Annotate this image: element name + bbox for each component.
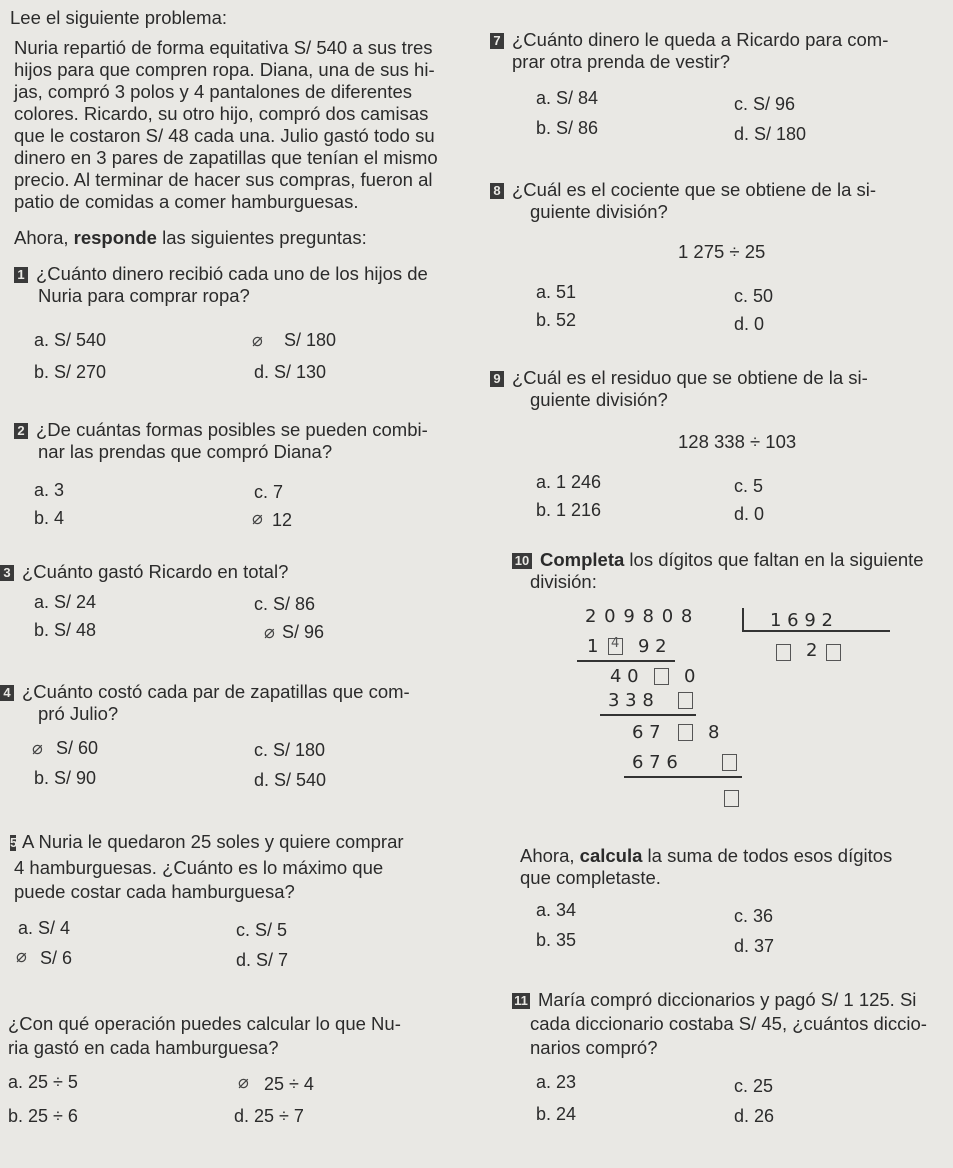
q4-check-mark: ⌀ [32, 738, 43, 758]
q10-followup-2: que completaste. [520, 867, 661, 888]
q4-option-c[interactable]: c. S/ 180 [254, 740, 326, 760]
q11-option-d[interactable]: d. 26 [734, 1106, 775, 1126]
q9-stem: 9 ¿Cuál es el residuo que se obtiene de la si- [490, 368, 868, 388]
q2-option-d[interactable]: 12 [272, 510, 293, 530]
q9-number: 9 [490, 371, 504, 387]
problem-line-1: Nuria repartió de forma equitativa S/ 540 a sus tres [14, 37, 433, 58]
q2-stem-2: nar las prendas que compró Diana? [38, 441, 333, 462]
q1-option-c[interactable]: S/ 180 [284, 330, 337, 350]
quotient-blank-1[interactable] [776, 644, 791, 661]
q8-option-a[interactable]: a. 51 [536, 282, 577, 302]
q8-option-b[interactable]: b. 52 [536, 310, 577, 330]
q5-stem: 5 A Nuria le quedaron 25 soles y quiere comprar [10, 831, 404, 852]
row3-digits: 3 3 8 [608, 690, 654, 711]
q7-stem-2: prar otra prenda de vestir? [512, 51, 731, 72]
q9-option-b[interactable]: b. 1 216 [536, 500, 602, 520]
q11-number: 11 [512, 993, 530, 1009]
q5-option-b[interactable]: S/ 6 [40, 948, 73, 968]
q5-option-a[interactable]: a. S/ 4 [18, 918, 71, 938]
quotient-blank-2[interactable] [826, 644, 841, 661]
q3-check-mark: ⌀ [264, 622, 275, 642]
q4-option-a[interactable]: S/ 60 [56, 738, 99, 758]
q3-option-d[interactable]: S/ 96 [282, 622, 325, 642]
problem-line-2: hijos para que compren ropa. Diana, una de sus hi- [14, 59, 435, 80]
q5-stem-3: puede costar cada hamburguesa? [14, 881, 295, 902]
q6-stem: ¿Con qué operación puedes calcular lo que Nu- [8, 1013, 401, 1034]
respond-instruction: Ahora, responde las siguientes preguntas: [14, 227, 367, 248]
q8-stem: 8 ¿Cuál es el cociente que se obtiene de la si- [490, 180, 876, 200]
q1-number: 1 [14, 267, 28, 283]
q7-option-d[interactable]: d. S/ 180 [734, 124, 807, 144]
row4-digit: 8 [708, 722, 720, 743]
q5-number: 5 [10, 835, 18, 850]
q2-option-a[interactable]: a. 3 [34, 480, 65, 500]
q6-check-mark: ⌀ [238, 1072, 249, 1092]
q2-option-b[interactable]: b. 4 [34, 508, 65, 528]
division-bracket-vertical [742, 608, 744, 630]
q11-option-a[interactable]: a. 23 [536, 1072, 577, 1092]
row4-digits: 6 7 [632, 722, 661, 743]
q11-option-b[interactable]: b. 24 [536, 1104, 577, 1124]
q9-option-d[interactable]: d. 0 [734, 504, 765, 524]
q1-stem: 1 ¿Cuánto dinero recibió cada uno de los hijos de [14, 264, 428, 284]
q10-number: 10 [512, 553, 532, 569]
row1-digit: 1 [587, 636, 599, 657]
q5-check-mark: ⌀ [16, 946, 27, 966]
row4-blank[interactable] [678, 724, 693, 741]
q3-number: 3 [0, 565, 14, 581]
q7-option-a[interactable]: a. S/ 84 [536, 88, 599, 108]
row3-underline [600, 714, 696, 716]
q6-option-c[interactable]: 25 ÷ 4 [264, 1074, 314, 1094]
q7-number: 7 [490, 33, 504, 49]
q4-stem: 4 ¿Cuánto costó cada par de zapatillas que com- [0, 682, 410, 702]
q10-followup: Ahora, calcula la suma de todos esos dígitos [520, 845, 893, 866]
remainder-blank[interactable] [724, 790, 739, 807]
q5-option-c[interactable]: c. S/ 5 [236, 920, 288, 940]
q2-number: 2 [14, 423, 28, 439]
q4-stem-2: pró Julio? [38, 703, 119, 724]
q1-stem-2: Nuria para comprar ropa? [38, 285, 250, 306]
q1-option-a[interactable]: a. S/ 540 [34, 330, 107, 350]
row2-digits: 4 0 [610, 666, 639, 687]
problem-line-4: colores. Ricardo, su otro hijo, compró dos camisas [14, 103, 429, 124]
q2-stem: 2 ¿De cuántas formas posibles se pueden combi- [14, 420, 428, 440]
division-divisor: 1 6 9 2 [770, 610, 833, 631]
q4-number: 4 [0, 685, 14, 701]
reading-title: Lee el siguiente problema: [10, 7, 228, 28]
q7-option-b[interactable]: b. S/ 86 [536, 118, 599, 138]
q4-option-b[interactable]: b. S/ 90 [34, 768, 97, 788]
q11-stem-2: cada diccionario costaba S/ 45, ¿cuántos diccio- [530, 1013, 927, 1034]
q6-stem-2: ria gastó en cada hamburguesa? [8, 1037, 279, 1058]
q9-stem-2: guiente división? [530, 389, 668, 410]
row3-blank[interactable] [678, 692, 693, 709]
q1-check-mark: ⌀ [252, 330, 263, 350]
quotient-digit: 2 [806, 640, 818, 661]
q11-stem: 11 María compró diccionarios y pagó S/ 1 125. Si [512, 990, 916, 1010]
q11-option-c[interactable]: c. 25 [734, 1076, 774, 1096]
q6-option-a[interactable]: a. 25 ÷ 5 [8, 1072, 78, 1092]
q7-option-c[interactable]: c. S/ 96 [734, 94, 796, 114]
q10-stem-2: división: [530, 571, 597, 592]
q11-stem-3: narios compró? [530, 1037, 658, 1058]
q9-option-a[interactable]: a. 1 246 [536, 472, 602, 492]
q6-option-b[interactable]: b. 25 ÷ 6 [8, 1106, 78, 1126]
problem-line-7: precio. Al terminar de hacer sus compras, fueron al [14, 169, 433, 190]
q3-stem: 3 ¿Cuánto gastó Ricardo en total? [0, 562, 288, 582]
row5-digits: 6 7 6 [632, 752, 678, 773]
q7-stem: 7 ¿Cuánto dinero le queda a Ricardo para com- [490, 30, 888, 50]
q2-check-mark: ⌀ [252, 508, 263, 528]
row5-underline [624, 776, 742, 778]
q1-option-d[interactable]: d. S/ 130 [254, 362, 327, 382]
q8-option-d[interactable]: d. 0 [734, 314, 765, 334]
q10-option-d[interactable]: d. 37 [734, 936, 775, 956]
q8-option-c[interactable]: c. 50 [734, 286, 774, 306]
problem-line-3: jas, compró 3 polos y 4 pantalones de diferentes [14, 81, 412, 102]
q8-stem-2: guiente división? [530, 201, 668, 222]
q4-option-d[interactable]: d. S/ 540 [254, 770, 327, 790]
q10-option-a[interactable]: a. 34 [536, 900, 577, 920]
q5-option-d[interactable]: d. S/ 7 [236, 950, 289, 970]
q10-stem: 10 Completa los dígitos que faltan en la siguiente [512, 550, 924, 570]
row1-digits: 9 2 [638, 636, 667, 657]
q3-option-b[interactable]: b. S/ 48 [34, 620, 97, 640]
row1-written-digit: 4 [611, 636, 620, 651]
q9-expression: 128 338 ÷ 103 [678, 431, 797, 452]
q2-option-c[interactable]: c. 7 [254, 482, 284, 502]
row5-blank[interactable] [722, 754, 737, 771]
problem-line-8: patio de comidas a comer hamburguesas. [14, 191, 359, 212]
q3-option-a[interactable]: a. S/ 24 [34, 592, 97, 612]
problem-line-5: que le costaron S/ 48 cada una. Julio gastó todo su [14, 125, 435, 146]
row2-blank[interactable] [654, 668, 669, 685]
q10-option-b[interactable]: b. 35 [536, 930, 577, 950]
q1-option-b[interactable]: b. S/ 270 [34, 362, 107, 382]
problem-line-6: dinero en 3 pares de zapatillas que tenían el mismo [14, 147, 438, 168]
q8-expression: 1 275 ÷ 25 [678, 241, 766, 262]
q5-stem-2: 4 hamburguesas. ¿Cuánto es lo máximo que [14, 857, 384, 878]
division-dividend: 2 0 9 8 0 8 [585, 606, 694, 627]
q9-option-c[interactable]: c. 5 [734, 476, 764, 496]
q10-option-c[interactable]: c. 36 [734, 906, 774, 926]
row1-underline [577, 660, 675, 662]
q3-option-c[interactable]: c. S/ 86 [254, 594, 316, 614]
q6-option-d[interactable]: d. 25 ÷ 7 [234, 1106, 304, 1126]
q8-number: 8 [490, 183, 504, 199]
row2-digit: 0 [684, 666, 696, 687]
